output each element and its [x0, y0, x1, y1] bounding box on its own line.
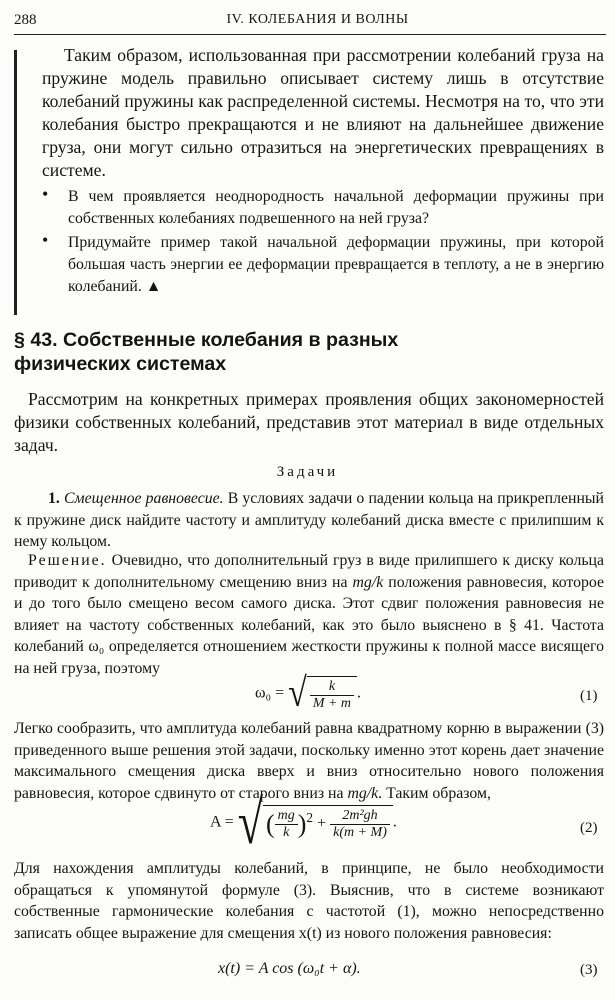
eq2-radicand [263, 805, 393, 841]
running-head: IV. КОЛЕБАНИЯ И ВОЛНЫ [226, 12, 409, 27]
eq1-tail: . [357, 684, 362, 702]
eq1-lhs: ω₀ = [255, 684, 285, 702]
sidebar-paragraph: Таким образом, использованная при рассмотрении колебаний груза на пружине модель правильно описывает систему лишь в отсутствие колебаний пружины как распределенной системы. Несмотря на то, что эти колебания быстро прекращаются и не влияют на дальнейшее движение груза, они могут сильно отразиться на энергетических превращениях в системе. [42, 45, 604, 180]
equation-1-number: (1) [580, 688, 598, 704]
open-paren-icon: ( [265, 809, 275, 839]
sqrt-icon: √ [288, 671, 307, 716]
mg-over-k-2: mg/k [347, 784, 379, 802]
eq2-lhs: A = [210, 813, 234, 831]
solution-text-2b: . Таким образом, [378, 784, 491, 802]
mg-over-k: mg/k [352, 573, 384, 591]
solution-label: Решение. [28, 552, 107, 569]
eq2-plus: + [317, 815, 327, 833]
solution-paragraph-3: Для нахождения амплитуды колебаний, в принципе, не было необходимости обращаться к упомянутой формуле (3). Выяснив, что в системе возникают собственные гармонические колебания с частотой (1), можно непосредственно записать общее выражение для смещения x(t) из нового положения равновесия: [14, 860, 604, 942]
bullet-item-1: В чем проявляется неоднородность начальной деформации пружины при собственных колебаниях подвешенного на ней груза? [68, 188, 604, 227]
equation-3-number: (3) [580, 962, 598, 978]
solution-text-1b: положения равновесия, которое и до того было смещено весом самого диска. Этот сдвиг положения равновесия не влияет на частоту собственных колебаний, как это было выяснено в § 41. Частота колебаний ω₀ определяется отношением жесткости пружины к полной массе висящего на ней груза, поэтому [14, 573, 605, 677]
section-intro: Рассмотрим на конкретных примерах проявления общих закономерностей физики собственных колебаний, представив этот материал в виде отдельных задач. [14, 389, 604, 455]
equation-2 [210, 787, 397, 857]
bullet-marker-2: • [42, 230, 49, 250]
eq1-denominator: M + m [312, 696, 352, 711]
sidebar-bar [14, 50, 17, 315]
problem-statement [14, 488, 604, 553]
eq2-frac1-num: mg [275, 808, 298, 825]
sqrt-icon-2: √ [237, 787, 263, 857]
eq2-tail: . [392, 813, 397, 831]
problem-title: Смещенное равновесие. [63, 490, 224, 507]
subheading-problems: Задачи [276, 464, 339, 480]
problem-text: В условиях задачи о падении кольца на прикрепленный к пружине диск найдите частоту и амплитуду колебаний диска вместе с прилипшим к нему кольцом. [14, 490, 604, 551]
eq1-radicand [307, 676, 357, 712]
section-title-line-1: § 43. Собственные колебания в разных [14, 329, 399, 351]
header-rule [14, 34, 606, 35]
eq2-frac2-num: 2m²gh [330, 808, 390, 825]
solution-paragraph-1 [14, 550, 604, 680]
equation-3: x(t) = A cos (ω₀t + α). [218, 960, 361, 977]
bullet-marker-1: • [42, 184, 49, 204]
eq2-frac2-den: k(m + M) [333, 825, 387, 840]
bullet-item-2: Придумайте пример такой начальной деформации пружины, при которой большая часть энергии ее деформации превращается в теплоту, а не в энергию колебаний. ▲ [68, 234, 604, 295]
equation-2-number: (2) [580, 820, 598, 836]
eq2-power: 2 [306, 809, 314, 825]
close-paren-icon: ) [297, 809, 307, 839]
page-number: 288 [14, 12, 37, 28]
problem-number: 1. [48, 490, 60, 507]
eq2-frac1-den: k [283, 825, 290, 840]
eq1-numerator: k [310, 679, 354, 696]
section-title-line-2: физических системах [14, 353, 227, 375]
solution-text-2a: Легко сообразить, что амплитуда колебаний равна квадратному корню в выражении (3) приведенного выше решения этой задачи, поскольку именно этот корень дает значение максимального смещения диска вверх и вниз относительно нового положения равновесия, которое сдвинуто от старого вниз на [14, 720, 604, 802]
solution-paragraph-2 [14, 718, 604, 804]
equation-1 [255, 671, 362, 716]
solution-text-1a: Очевидно, что дополнительный груз в виде прилипшего к диску кольца приводит к дополнительному смещению вниз на [14, 552, 604, 591]
